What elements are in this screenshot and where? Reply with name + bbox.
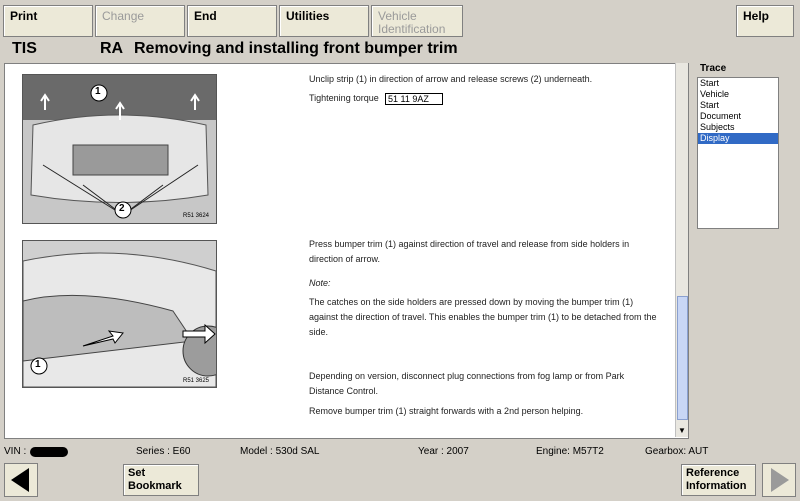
status-bar: [0, 444, 800, 460]
page-title: Removing and installing front bumper trim: [134, 40, 458, 57]
trace-list[interactable]: [697, 77, 779, 229]
torque-label: Tightening torque: [309, 93, 379, 103]
reference-information-button[interactable]: Reference Information: [681, 464, 756, 496]
torque-link[interactable]: 51 11 9AZ: [385, 93, 443, 105]
vehicle-identification-button[interactable]: Vehicle Identification: [371, 5, 463, 37]
app-label: TIS: [12, 40, 37, 57]
doc-code: RA: [100, 40, 124, 57]
set-bookmark-button[interactable]: Set Bookmark: [123, 464, 199, 496]
step4-text: Remove bumper trim (1) straight forwards with a 2nd person helping.: [309, 406, 584, 416]
back-button[interactable]: [4, 463, 38, 497]
note-text: The catches on the side holders are pressed down by moving the bumper trim (1) against the direction of travel. This enables the bumper trim (1) to be detached from the side.: [309, 297, 657, 337]
bumper-image-bottom: [22, 240, 217, 388]
forward-button[interactable]: [762, 463, 796, 497]
callout-2: 2: [119, 203, 125, 214]
note-label: Note:: [309, 278, 331, 288]
change-button[interactable]: Change: [95, 5, 185, 37]
step3-text: Depending on version, disconnect plug connections from fog lamp or from Park Distance Control.: [309, 371, 625, 396]
arrow-right-icon: [763, 464, 795, 496]
step1-text: Unclip strip (1) in direction of arrow and release screws (2) underneath.: [309, 74, 593, 84]
trace-item-document[interactable]: Document: [700, 111, 742, 121]
image-ref-2: R51 3625: [183, 378, 210, 384]
bumper-image-top: [22, 74, 217, 224]
end-button[interactable]: End: [187, 5, 277, 37]
year-value: Year : 2007: [418, 446, 469, 457]
gearbox-value: Gearbox: AUT: [645, 446, 709, 457]
content-scrollbar[interactable]: [675, 63, 688, 437]
series-value: Series : E60: [136, 446, 191, 457]
callout-1: 1: [95, 86, 101, 97]
help-button[interactable]: Help: [736, 5, 794, 37]
title-bar: [0, 38, 800, 62]
engine-value: Engine: M57T2: [536, 446, 604, 457]
trace-item-subjects[interactable]: Subjects: [700, 122, 735, 132]
print-button[interactable]: Print: [3, 5, 93, 37]
trace-label: Trace: [700, 63, 727, 74]
vin-label: VIN :: [4, 446, 27, 457]
scrollbar-thumb[interactable]: [677, 296, 688, 420]
utilities-button[interactable]: Utilities: [279, 5, 369, 37]
callout-1-bottom: 1: [35, 359, 41, 370]
step2-text: Press bumper trim (1) against direction of travel and release from side holders in direction of arrow.: [309, 239, 630, 264]
trace-item-display[interactable]: Display: [698, 133, 778, 144]
trace-item-vehicle[interactable]: Vehicle: [700, 89, 730, 99]
bumper-illustration-icon: [23, 75, 216, 223]
image-ref-1: R51 3624: [183, 213, 210, 219]
model-value: Model : 530d SAL: [240, 446, 320, 457]
trace-item-start[interactable]: Start: [700, 78, 720, 88]
vin-redacted: [30, 447, 68, 457]
arrow-left-icon: [5, 464, 37, 496]
scroll-down-icon[interactable]: ▼: [678, 426, 686, 435]
document-content: [4, 63, 689, 439]
trace-item-start-2[interactable]: Start: [700, 100, 720, 110]
bumper-side-illustration-icon: [23, 241, 216, 387]
